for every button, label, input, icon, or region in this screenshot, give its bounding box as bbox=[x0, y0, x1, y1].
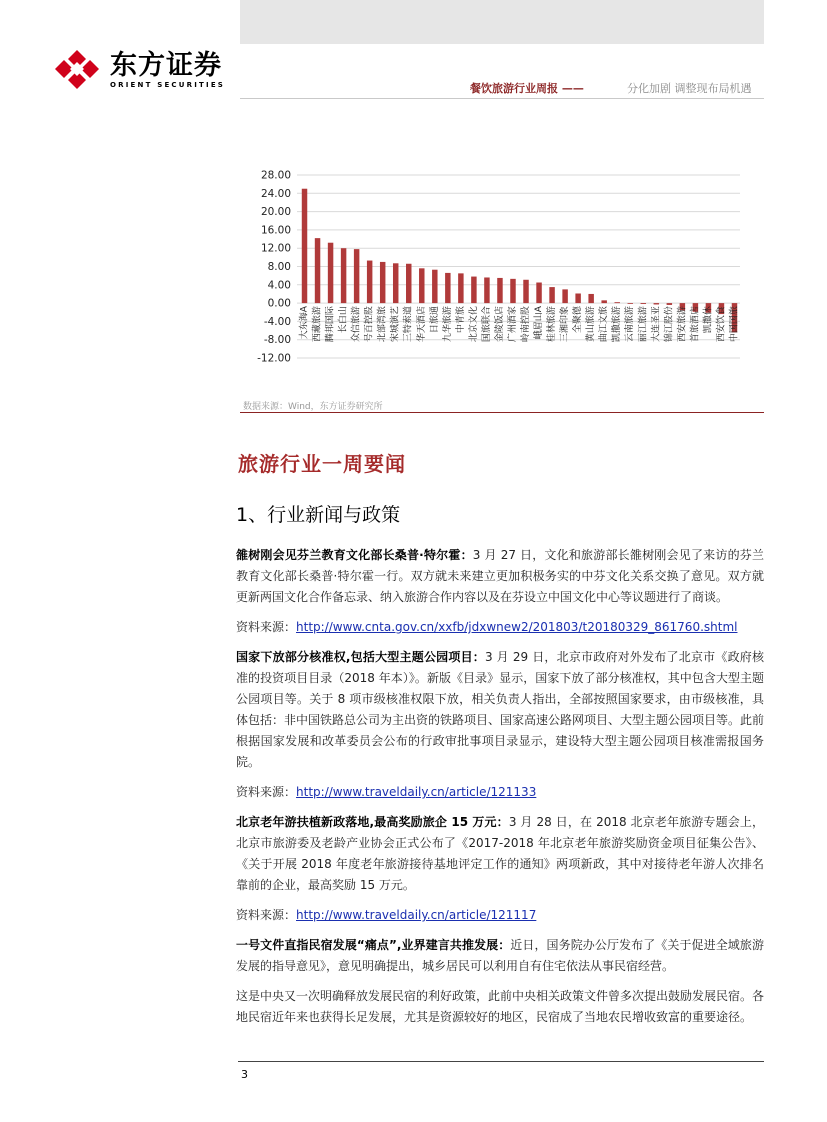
x-tick-label: 峨眉山A bbox=[534, 306, 545, 340]
page-number: 3 bbox=[241, 1068, 248, 1081]
brand-name: 东方证券 bbox=[110, 50, 222, 81]
bar bbox=[445, 273, 450, 303]
bar bbox=[406, 264, 411, 303]
x-tick-label: 号百控股 bbox=[364, 306, 375, 343]
bar bbox=[601, 300, 606, 303]
brand-name-en: ORIENT SECURITIES bbox=[110, 81, 226, 89]
x-tick-label: 大东海A bbox=[299, 306, 310, 340]
x-tick-label: 金陵饭店 bbox=[494, 306, 505, 343]
bar bbox=[419, 268, 424, 303]
bar bbox=[575, 293, 580, 303]
bar bbox=[510, 279, 515, 303]
bar bbox=[341, 248, 346, 303]
bar bbox=[432, 270, 437, 303]
x-tick-label: 广州酒家 bbox=[507, 306, 518, 343]
y-tick-label: 4.00 bbox=[267, 279, 291, 292]
y-tick-label: 8.00 bbox=[267, 261, 291, 273]
x-tick-label: 首旅酒店 bbox=[690, 306, 701, 343]
bar bbox=[654, 303, 659, 304]
bar bbox=[380, 262, 385, 303]
bar bbox=[484, 277, 489, 303]
y-tick-label: 24.00 bbox=[260, 187, 291, 200]
bar bbox=[562, 289, 567, 303]
y-tick-label: 0.00 bbox=[267, 297, 291, 310]
x-tick-label: 长白山 bbox=[338, 306, 349, 334]
x-tick-label: 桂林旅游 bbox=[547, 306, 558, 343]
x-tick-label: 国旅联合 bbox=[481, 306, 492, 343]
news-body: 3 月 29 日，北京市政府对外发布了北京市《政府核准的投资项目目录（2018 年本）》。新版《目录》显示，国家下放了部分核准权，其中包含大型主题公园项目等。关于 8 项市级核准权限下放，相关负责人指出，全部按照国家要求，由市级核准，具体包括：非中国铁路总公司为主出资的铁路项目、国家高速公路网项目、大型主题公园项目等。此前根据国家发展和改革委员会公布的行政审批事项目录显示，建设特大型主题公园项目核准需报国务院。 bbox=[236, 650, 765, 769]
header-divider bbox=[240, 98, 764, 99]
bar bbox=[367, 261, 372, 304]
x-tick-label: 中青旅 bbox=[455, 306, 466, 334]
x-tick-label: 腾邦国际 bbox=[325, 306, 336, 343]
x-tick-label: 西藏旅游 bbox=[312, 306, 323, 343]
y-tick-label: -12.00 bbox=[257, 352, 291, 365]
bar bbox=[315, 238, 320, 303]
x-tick-label: 云南旅游 bbox=[625, 306, 636, 343]
report-title: 餐饮旅游行业周报 —— bbox=[470, 82, 584, 95]
report-subtitle: 分化加剧 调整现布局机遇 bbox=[627, 82, 752, 95]
news-body: 3 月 27 日，文化和旅游部长雒树刚会见了来访的芬兰教育文化部长桑普·特尔霍一行。双方就未来建立更加积极务实的中芬文化关系交换了意见。双方就更新两国文化合作备忘录、纳入旅游合作内容以及在芬设立中国文化中心等议题进行了商谈。 bbox=[236, 548, 765, 604]
x-tick-label: 大连圣亚 bbox=[651, 306, 662, 343]
news-link[interactable]: http://www.traveldaily.cn/article/121133 bbox=[296, 785, 537, 799]
header-band bbox=[240, 0, 764, 44]
y-tick-label: -8.00 bbox=[263, 334, 291, 347]
chart-source: 数据来源：Wind，东方证券研究所 bbox=[243, 402, 383, 412]
x-tick-label: 华天酒店 bbox=[416, 306, 427, 343]
section-title: 旅游行业一周要闻 bbox=[238, 452, 406, 476]
bar bbox=[588, 294, 593, 303]
bar bbox=[393, 263, 398, 303]
bar bbox=[354, 249, 359, 303]
news-headline: 雒树刚会见芬兰教育文化部长桑普·特尔霍： bbox=[236, 548, 473, 562]
y-tick-label: -4.00 bbox=[263, 315, 291, 328]
y-tick-label: 20.00 bbox=[260, 206, 291, 219]
x-tick-label: 日旅通 bbox=[429, 306, 440, 334]
footer-divider bbox=[238, 1061, 764, 1062]
news-link[interactable]: http://www.traveldaily.cn/article/121117 bbox=[296, 908, 537, 922]
news-item bbox=[236, 545, 764, 608]
x-tick-label: 宋城演艺 bbox=[390, 306, 401, 343]
news-item bbox=[236, 935, 764, 977]
news-body: 3 月 28 日，在 2018 北京老年旅游专题会上，北京市旅游委及老龄产业协会正式公布了《2017-2018 年北京老年旅游奖励资金项目征集公告》、《关于开展 2018 年度老年旅游接待基地评定工作的通知》两项新政，其中对接待老年游人次排名靠前的企业，最高奖励 15 万元。 bbox=[236, 815, 764, 892]
source-label: 资料来源： bbox=[236, 908, 297, 922]
bar bbox=[302, 189, 307, 303]
y-tick-label: 12.00 bbox=[260, 242, 291, 255]
bar bbox=[628, 303, 633, 304]
x-tick-label: 众信旅游 bbox=[351, 306, 362, 343]
bar bbox=[328, 243, 333, 303]
bar bbox=[497, 278, 502, 303]
news-source bbox=[236, 617, 764, 638]
x-tick-label: 丽江旅游 bbox=[638, 306, 649, 343]
x-tick-label: 西安饮食 bbox=[716, 306, 727, 343]
news-headline: 一号文件直指民宿发展“痛点”,业界建言共推发展： bbox=[236, 938, 511, 952]
x-tick-label: 岭南控股 bbox=[521, 306, 532, 343]
chart-divider bbox=[240, 412, 764, 413]
bar bbox=[523, 280, 528, 303]
x-tick-label: 三特索道 bbox=[403, 306, 414, 343]
x-tick-label: 黄山旅游 bbox=[586, 306, 597, 343]
x-tick-label: 凯撒休 bbox=[703, 306, 714, 334]
news-link[interactable]: http://www.cnta.gov.cn/xxfb/jdxwnew2/201803/t20180329_861760.shtml bbox=[296, 620, 738, 634]
x-tick-label: 北京文化 bbox=[468, 306, 479, 343]
x-tick-label: 九华旅游 bbox=[442, 306, 453, 343]
weekly-change-bar-chart bbox=[240, 163, 760, 378]
source-label: 资料来源： bbox=[236, 785, 297, 799]
x-tick-label: 中国国旅 bbox=[729, 306, 740, 343]
news-item bbox=[236, 647, 764, 773]
x-tick-label: 三湘印象 bbox=[560, 306, 571, 343]
brand-logo bbox=[52, 48, 225, 92]
bar bbox=[471, 277, 476, 304]
news-source bbox=[236, 905, 764, 926]
news-headline: 北京老年游扶植新政落地,最高奖励旅企 15 万元： bbox=[236, 815, 509, 829]
y-tick-label: 28.00 bbox=[260, 169, 291, 182]
x-tick-label: 凯撒旅游 bbox=[612, 306, 623, 343]
source-label: 资料来源： bbox=[236, 620, 297, 634]
news-paragraph: 这是中央又一次明确释放发展民宿的利好政策，此前中央相关政策文件曾多次提出鼓励发展民宿。各地民宿近年来也获得长足发展，尤其是资源较好的地区，民宿成了当地农民增收致富的重要途径。 bbox=[236, 989, 765, 1024]
news-source bbox=[236, 782, 764, 803]
bar bbox=[641, 303, 646, 304]
news-headline: 国家下放部分核准权,包括大型主题公园项目： bbox=[236, 650, 485, 664]
x-tick-label: 锦江股份 bbox=[664, 306, 675, 343]
x-tick-label: 全聚德 bbox=[573, 306, 584, 334]
x-tick-label: 北部湾旅 bbox=[377, 306, 388, 343]
bar bbox=[536, 283, 541, 304]
news-content bbox=[236, 545, 764, 1037]
y-tick-label: 16.00 bbox=[260, 224, 291, 237]
bar bbox=[458, 273, 463, 303]
subsection-title: 1、行业新闻与政策 bbox=[236, 504, 401, 526]
bar bbox=[614, 302, 619, 303]
news-body: 近日，国务院办公厅发布了《关于促进全域旅游发展的指导意见》，意见明确提出，城乡居民可以利用自有住宅依法从事民宿经营。 bbox=[236, 938, 764, 973]
x-tick-label: 曲江文旅 bbox=[599, 306, 610, 343]
x-tick-label: 西安旅游 bbox=[677, 306, 688, 343]
news-item bbox=[236, 812, 764, 896]
orient-logo-icon bbox=[52, 48, 102, 92]
bar bbox=[549, 287, 554, 303]
bar bbox=[667, 303, 672, 305]
